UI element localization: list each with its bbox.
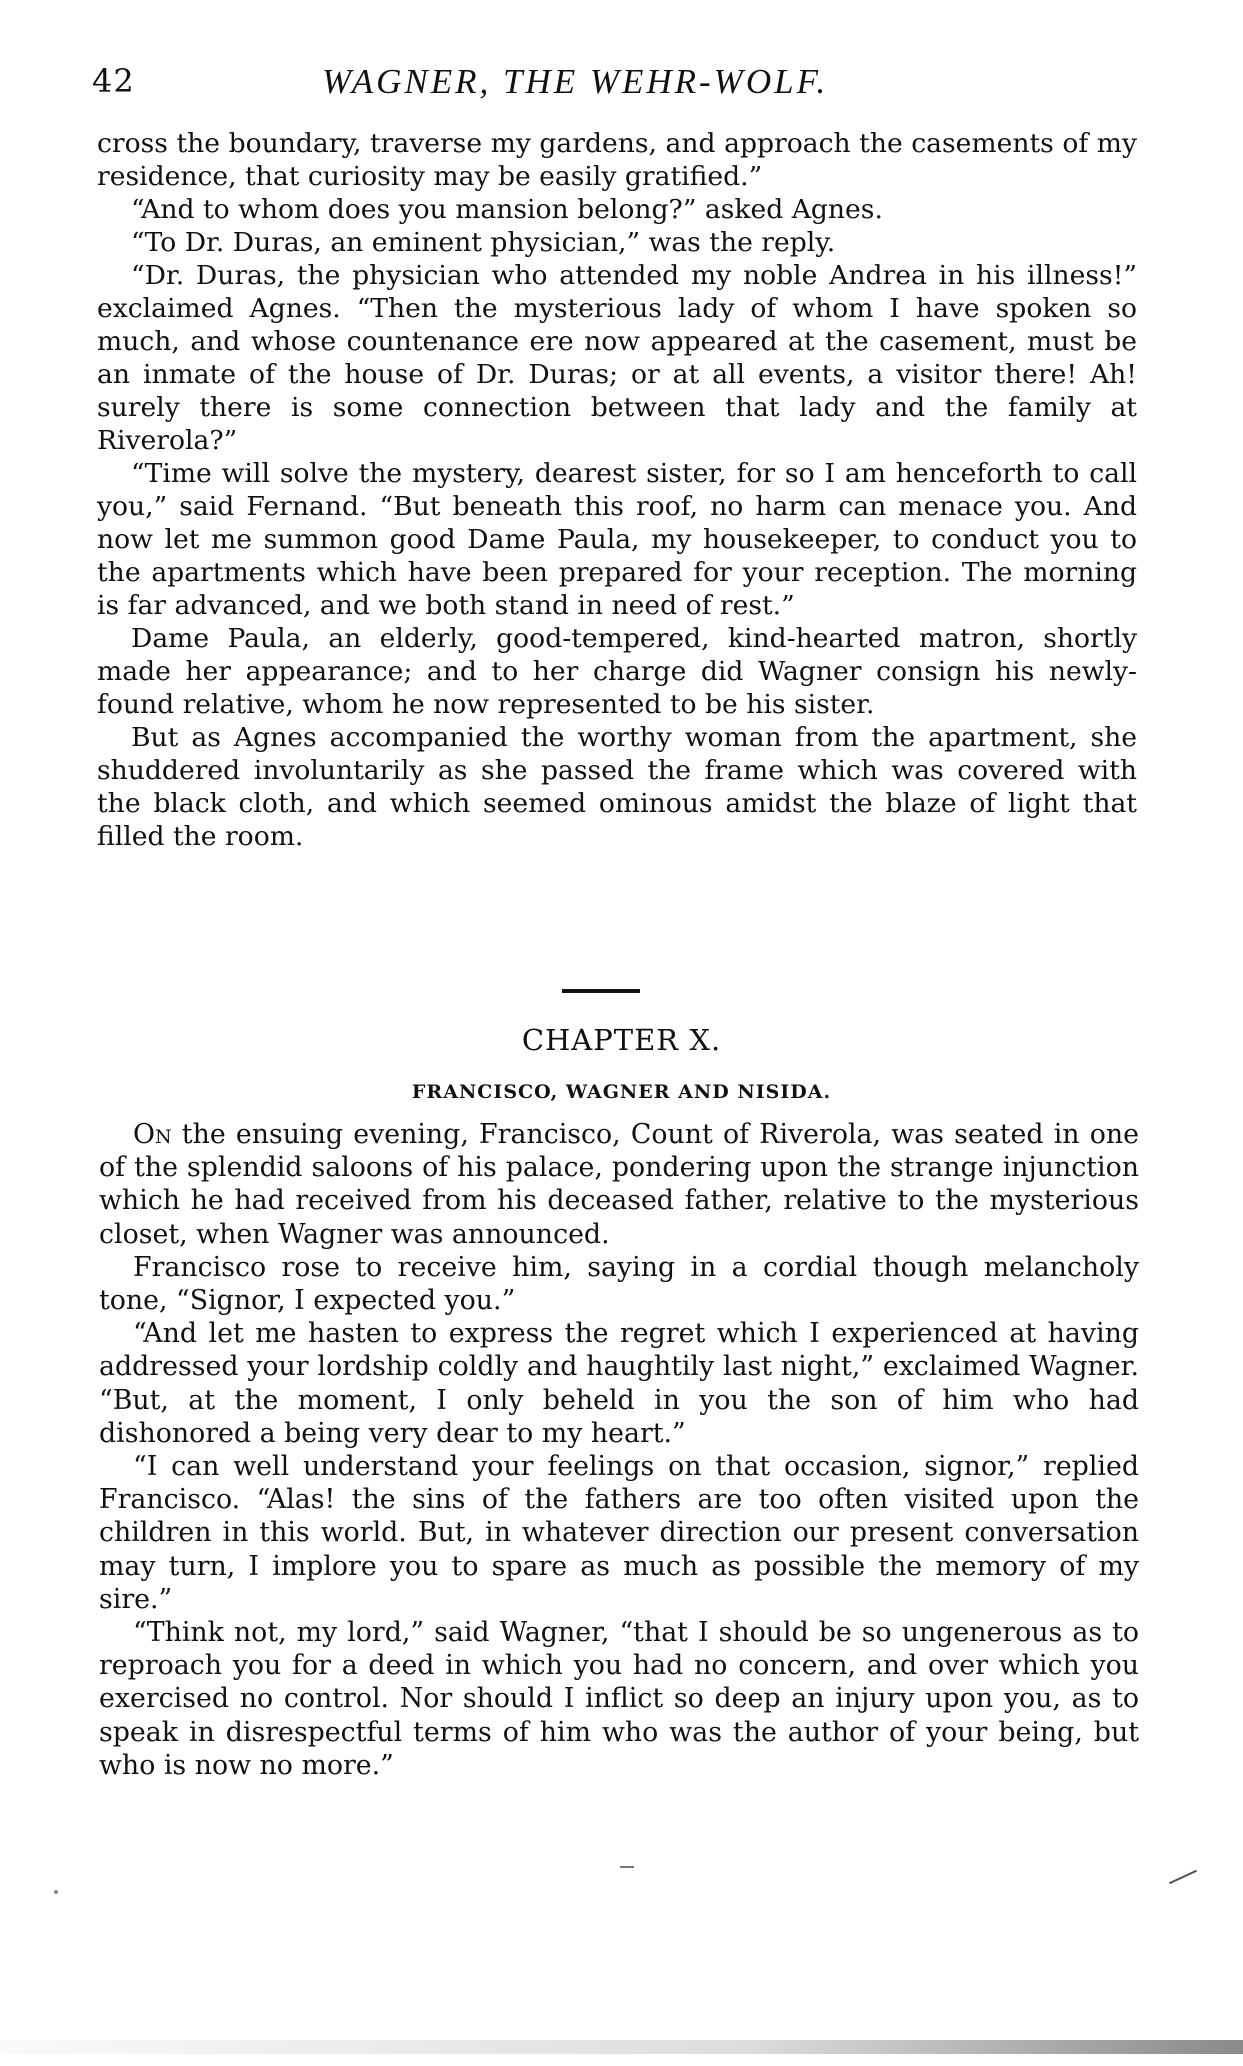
continued-text [97, 127, 1137, 853]
scan-speck [620, 1866, 634, 1868]
paragraph: “And to whom does you mansion belong?” asked Agnes. [131, 194, 883, 225]
paragraph: Francisco rose to receive him, saying in a cordial though melancholy tone, “Signor, I expected you.” [99, 1251, 1139, 1317]
paragraph: “Think not, my lord,” said Wagner, “that I should be so ungenerous as to reproach you for a deed in which you had no concern, and over which you exercised no control. Nor should I inflict so deep an injury upon you, as to speak in disrespectful terms of him who was the author of your being, but who is now no more.” [99, 1617, 1139, 1781]
paragraph: “To Dr. Duras, an eminent physician,” was the reply. [131, 227, 836, 258]
opening-paragraph [99, 1118, 1139, 1251]
opening-paragraph-text: the ensuing evening, Francisco, Count of Riverola, was seated in one of the splendid saloons of his palace, pondering upon the strange injunction which he had received from his deceased father, relative to the mysterious closet, when Wagner was announced. [99, 1119, 1139, 1250]
paragraph: cross the boundary, traverse my gardens, and approach the casements of my residence, that curiosity may be easily gratified.” [97, 128, 1137, 192]
chapter-title: CHAPTER X. [521, 1023, 722, 1057]
chapter-subtitle: FRANCISCO, WAGNER AND NISIDA. [411, 1081, 832, 1103]
paragraph: “Dr. Duras, the physician who attended my noble Andrea in his illness!” exclaimed Agnes. “Then the mysterious lady of whom I have spoken so much, and whose countenance ere now appeared at the casement, must be an inmate of the house of Dr. Duras; or at all events, a visitor there! Ah! surely there is some connection between that lady and the family at Riverola?” [97, 260, 1137, 456]
paragraph: “And let me hasten to express the regret which I experienced at having addressed your lordship coldly and haughtily last night,” exclaimed Wagner. “But, at the moment, I only beheld in you the son of him who had dishonored a being very dear to my heart.” [99, 1318, 1139, 1449]
chapter-text [99, 1118, 1139, 1782]
section-divider [562, 989, 640, 993]
page-header [92, 62, 1142, 112]
scan-speck [1169, 1870, 1197, 1884]
page-number: 42 [92, 62, 135, 100]
opening-word: On [133, 1119, 172, 1150]
paragraph: Dame Paula, an elderly, good-tempered, kind-hearted matron, shortly made her appearance; and to her charge did Wagner consign his newly-found relative, whom he now represented to be his sister. [97, 623, 1137, 720]
scan-speck [54, 1890, 58, 1894]
running-head: WAGNER, THE WEHR-WOLF. [322, 62, 829, 101]
paragraph: “I can well understand your feelings on that occasion, signor,” replied Francisco. “Alas! the sins of the fathers are too often visited upon the children in this world. But, in whatever direction our present conversation may turn, I implore you to spare as much as possible the memory of my sire.” [99, 1451, 1139, 1615]
paragraph: But as Agnes accompanied the worthy woman from the apartment, she shuddered involuntarily as she passed the frame which was covered with the black cloth, and which seemed ominous amidst the blaze of light that filled the room. [97, 722, 1137, 852]
paragraph: “Time will solve the mystery, dearest sister, for so I am henceforth to call you,” said Fernand. “But beneath this roof, no harm can menace you. And now let me summon good Dame Paula, my housekeeper, to conduct you to the apartments which have been prepared for your reception. The morning is far advanced, and we both stand in need of rest.” [97, 458, 1137, 621]
scan-noise [0, 2040, 1243, 2054]
